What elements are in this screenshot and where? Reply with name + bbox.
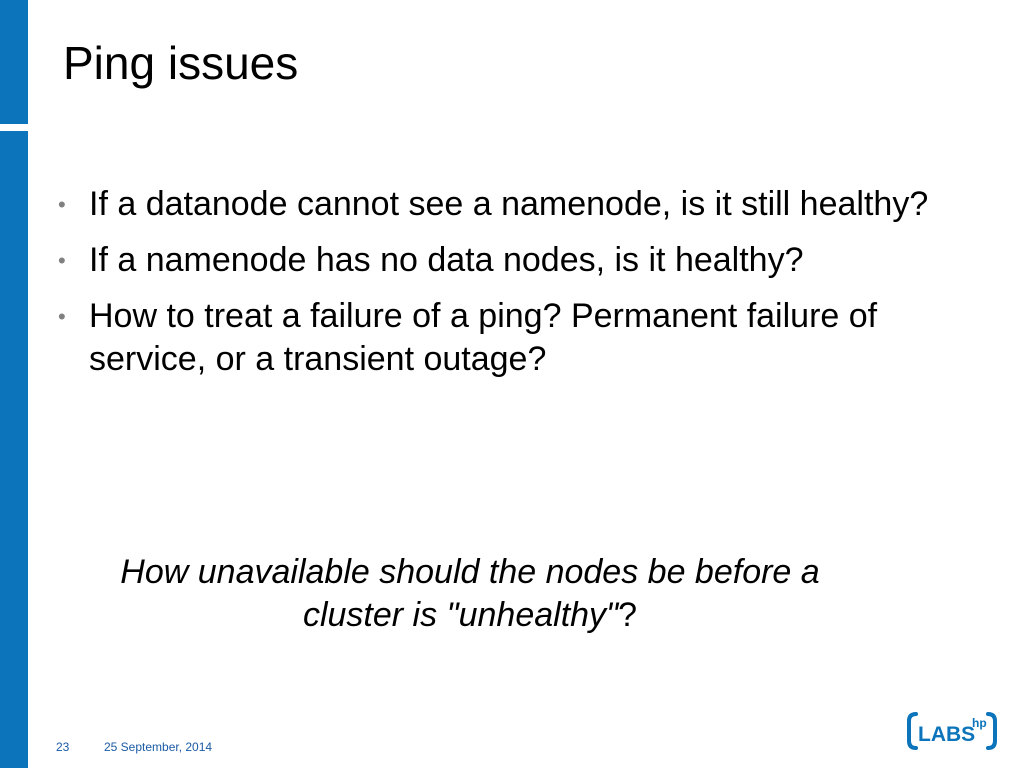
bullet-list (58, 183, 958, 394)
bullet-item (58, 183, 958, 226)
bullet-item (58, 295, 958, 381)
callout-question (110, 551, 830, 637)
slide-title: Ping issues (63, 37, 299, 89)
bullet-item (58, 239, 958, 282)
logo-left-bracket-icon (909, 714, 916, 748)
side-accent-bar-bottom (0, 131, 28, 768)
side-accent-bar-top (0, 0, 28, 124)
bullet-dot-icon: • (58, 304, 66, 329)
footer-date: 25 September, 2014 (104, 740, 213, 754)
bullet-dot-icon: • (58, 248, 66, 273)
logo-right-bracket-icon (988, 714, 995, 748)
callout-question-mark: ? (618, 596, 638, 634)
logo-text: LABS (918, 723, 976, 746)
labs-hp-logo (906, 710, 998, 752)
logo-superscript: hp (972, 716, 987, 730)
callout-italic-text: How unavailable should the nodes be before a cluster is "unhealthy" (120, 553, 820, 634)
bullet-text: How to treat a failure of a ping? Permanent failure of service, or a transient outage? (89, 297, 878, 378)
bullet-text: If a namenode has no data nodes, is it healthy? (89, 241, 804, 279)
bullet-dot-icon: • (58, 192, 66, 217)
bullet-text: If a datanode cannot see a namenode, is it still healthy? (89, 185, 929, 223)
page-number: 23 (56, 740, 70, 754)
